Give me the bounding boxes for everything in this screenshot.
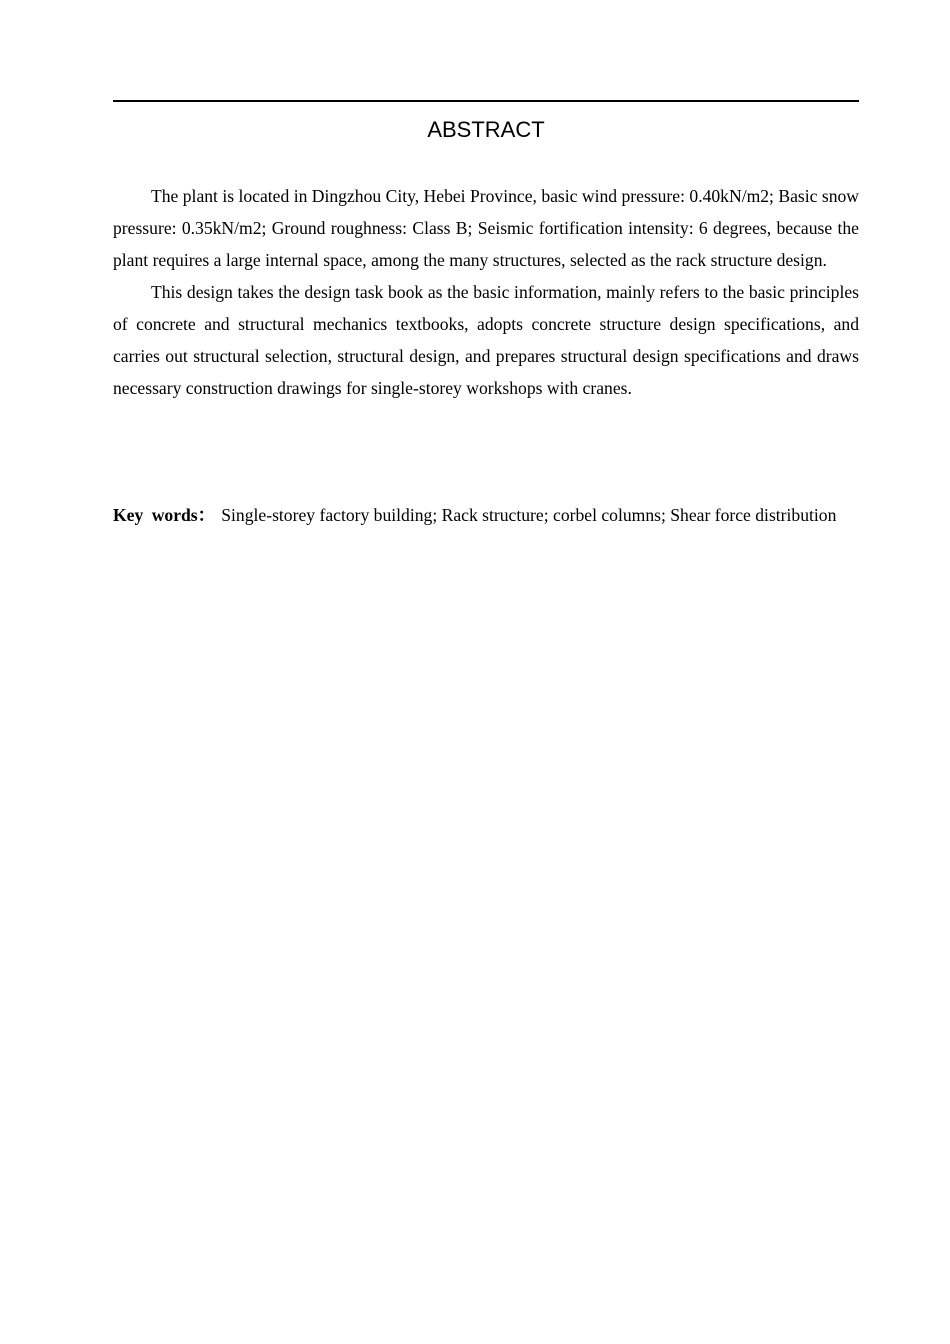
keywords-separator: ： bbox=[197, 505, 216, 525]
page-title: ABSTRACT bbox=[427, 117, 545, 142]
keywords-line bbox=[113, 499, 859, 531]
header-rule bbox=[113, 100, 859, 102]
abstract-paragraph-2: This design takes the design task book as the basic information, mainly refers to the basic principles of concrete and structural mechanics textbooks, adopts concrete structure design specifications, and carries out structural selection, structural design, and prepares structural design specifications and draws necessary construction drawings for single-storey workshops with cranes. bbox=[113, 282, 859, 398]
keywords-label: Key words bbox=[113, 505, 198, 525]
keywords-text: Single-storey factory building; Rack structure; corbel columns; Shear force distribution bbox=[221, 505, 837, 525]
abstract-body bbox=[113, 180, 859, 404]
abstract-paragraph-1: The plant is located in Dingzhou City, Hebei Province, basic wind pressure: 0.40kN/m2; Basic snow pressure: 0.35kN/m2; Ground roughness: Class B; Seismic fortification intensity: 6 degrees, because the plant requires a large internal space, among the many structures, selected as the rack structure design. bbox=[113, 186, 859, 270]
